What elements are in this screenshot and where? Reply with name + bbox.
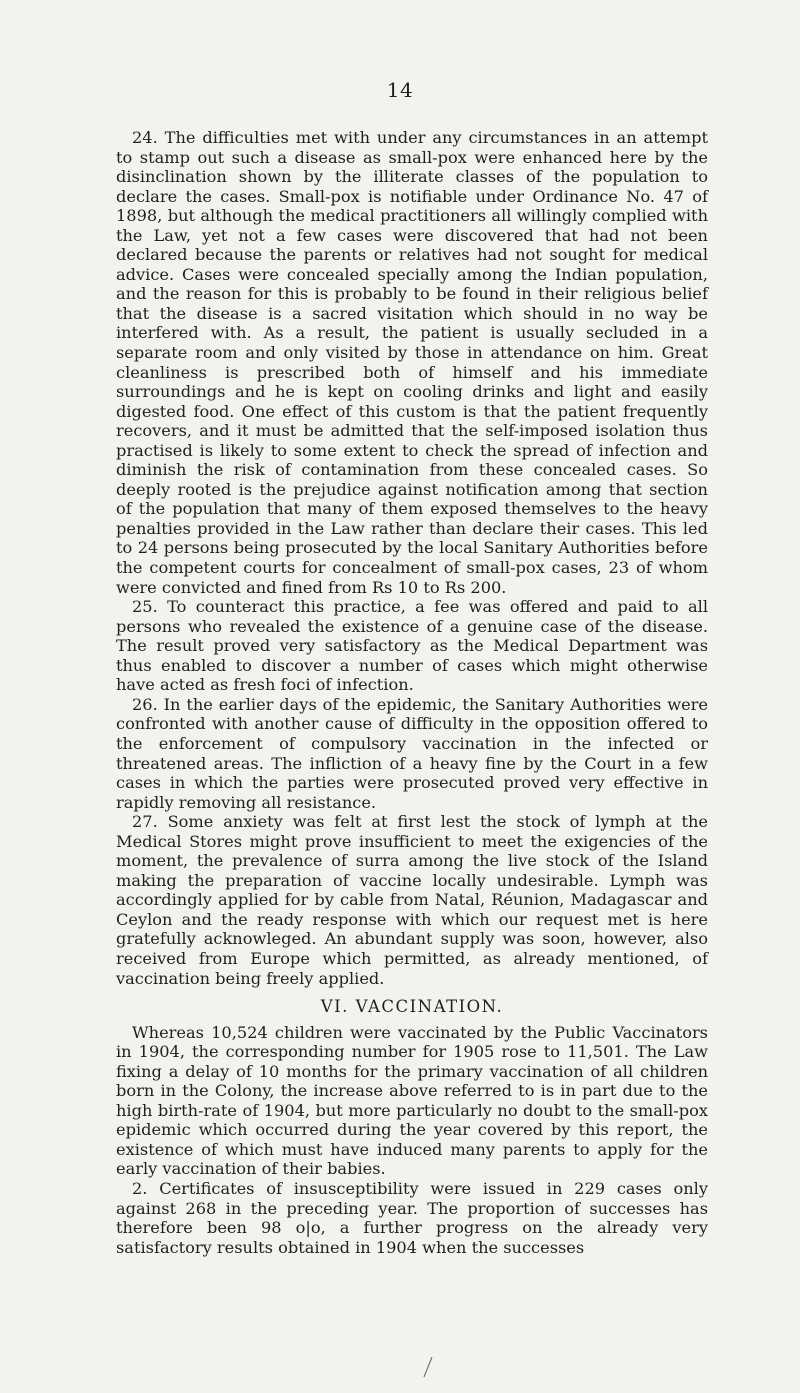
body-text <box>116 128 708 1257</box>
pen-stroke-mark <box>421 1355 435 1379</box>
paragraph-25: 25. To counteract this practice, a fee was offered and paid to all persons who revealed the existence of a genuine case of the disease. The result proved very satisfactory as the Medical Department was thus enabled to discover a number of cases which might otherwise have acted as fresh foci of infection. <box>116 597 708 695</box>
paragraph-24: 24. The difficulties met with under any circumstances in an attempt to stamp out such a disease as small-pox were enhanced here by the disinclination shown by the illiterate classes of the population to declare the cases. Small-pox is notifiable under Ordinance No. 47 of 1898, but although the medical practitioners all willingly complied with the Law, yet not a few cases were discovered that had not been declared because the parents or relatives had not sought for medical advice. Cases were concealed specially among the Indian population, and the reason for this is probably to be found in their religious belief that the disease is a sacred visitation which should in no way be interfered with. As a result, the patient is usually secluded in a separate room and only visited by those in attendance on him. Great cleanliness is prescribed both of himself and his immediate surroundings and he is kept on cooling drinks and light and easily digested food. One effect of this custom is that the patient frequently recovers, and it must be admitted that the self-imposed isolation thus practised is likely to some extent to check the spread of infection and diminish the risk of contamination from these concealed cases. So deeply rooted is the prejudice against notification among that section of the population that many of them exposed themselves to the heavy penalties provided in the Law rather than declare their cases. This led to 24 persons being prosecuted by the local Sanitary Authorities before the competent courts for concealment of small-pox cases, 23 of whom were convicted and fined from Rs 10 to Rs 200. <box>116 128 708 597</box>
paragraph-27: 27. Some anxiety was felt at first lest the stock of lymph at the Medical Stores might prove insufficient to meet the exigencies of the moment, the prevalence of surra among the live stock of the Island making the preparation of vaccine locally undesirable. Lymph was accordingly applied for by cable from Natal, Réunion, Madagascar and Ceylon and the ready response with which our request met is here gratefully acknowleged. An abundant supply was soon, however, also received from Europe which permitted, as already mentioned, of vaccination being freely applied. <box>116 812 708 988</box>
paragraph-26: 26. In the earlier days of the epidemic, the Sanitary Authorities were confronted with another cause of difficulty in the opposition offered to the enforcement of compulsory vaccination in the infected or threatened areas. The infliction of a heavy fine by the Court in a few cases in which the parties were prosecuted proved very effective in rapidly removing all resistance. <box>116 694 708 812</box>
paragraph-vaccination-2: 2. Certificates of insusceptibility were issued in 229 cases only against 268 in the preceding year. The proportion of successes has therefore been 98 o|o, a further progress on the already very satisfactory results obtained in 1904 when the successes <box>116 1178 708 1257</box>
paragraph-vaccination-1: Whereas 10,524 children were vaccinated by the Public Vaccinators in 1904, the corresponding number for 1905 rose to 11,501. The Law fixing a delay of 10 months for the primary vaccination of all children born in the Colony, the increase above referred to is in part due to the high birth-rate of 1904, but more particularly no doubt to the small-pox epidemic which occurred during the year covered by this report, the existence of which must have induced many parents to apply for the early vaccination of their babies. <box>116 1022 708 1179</box>
section-heading: VI. VACCINATION. <box>320 997 504 1017</box>
page-number: 14 <box>386 78 414 102</box>
